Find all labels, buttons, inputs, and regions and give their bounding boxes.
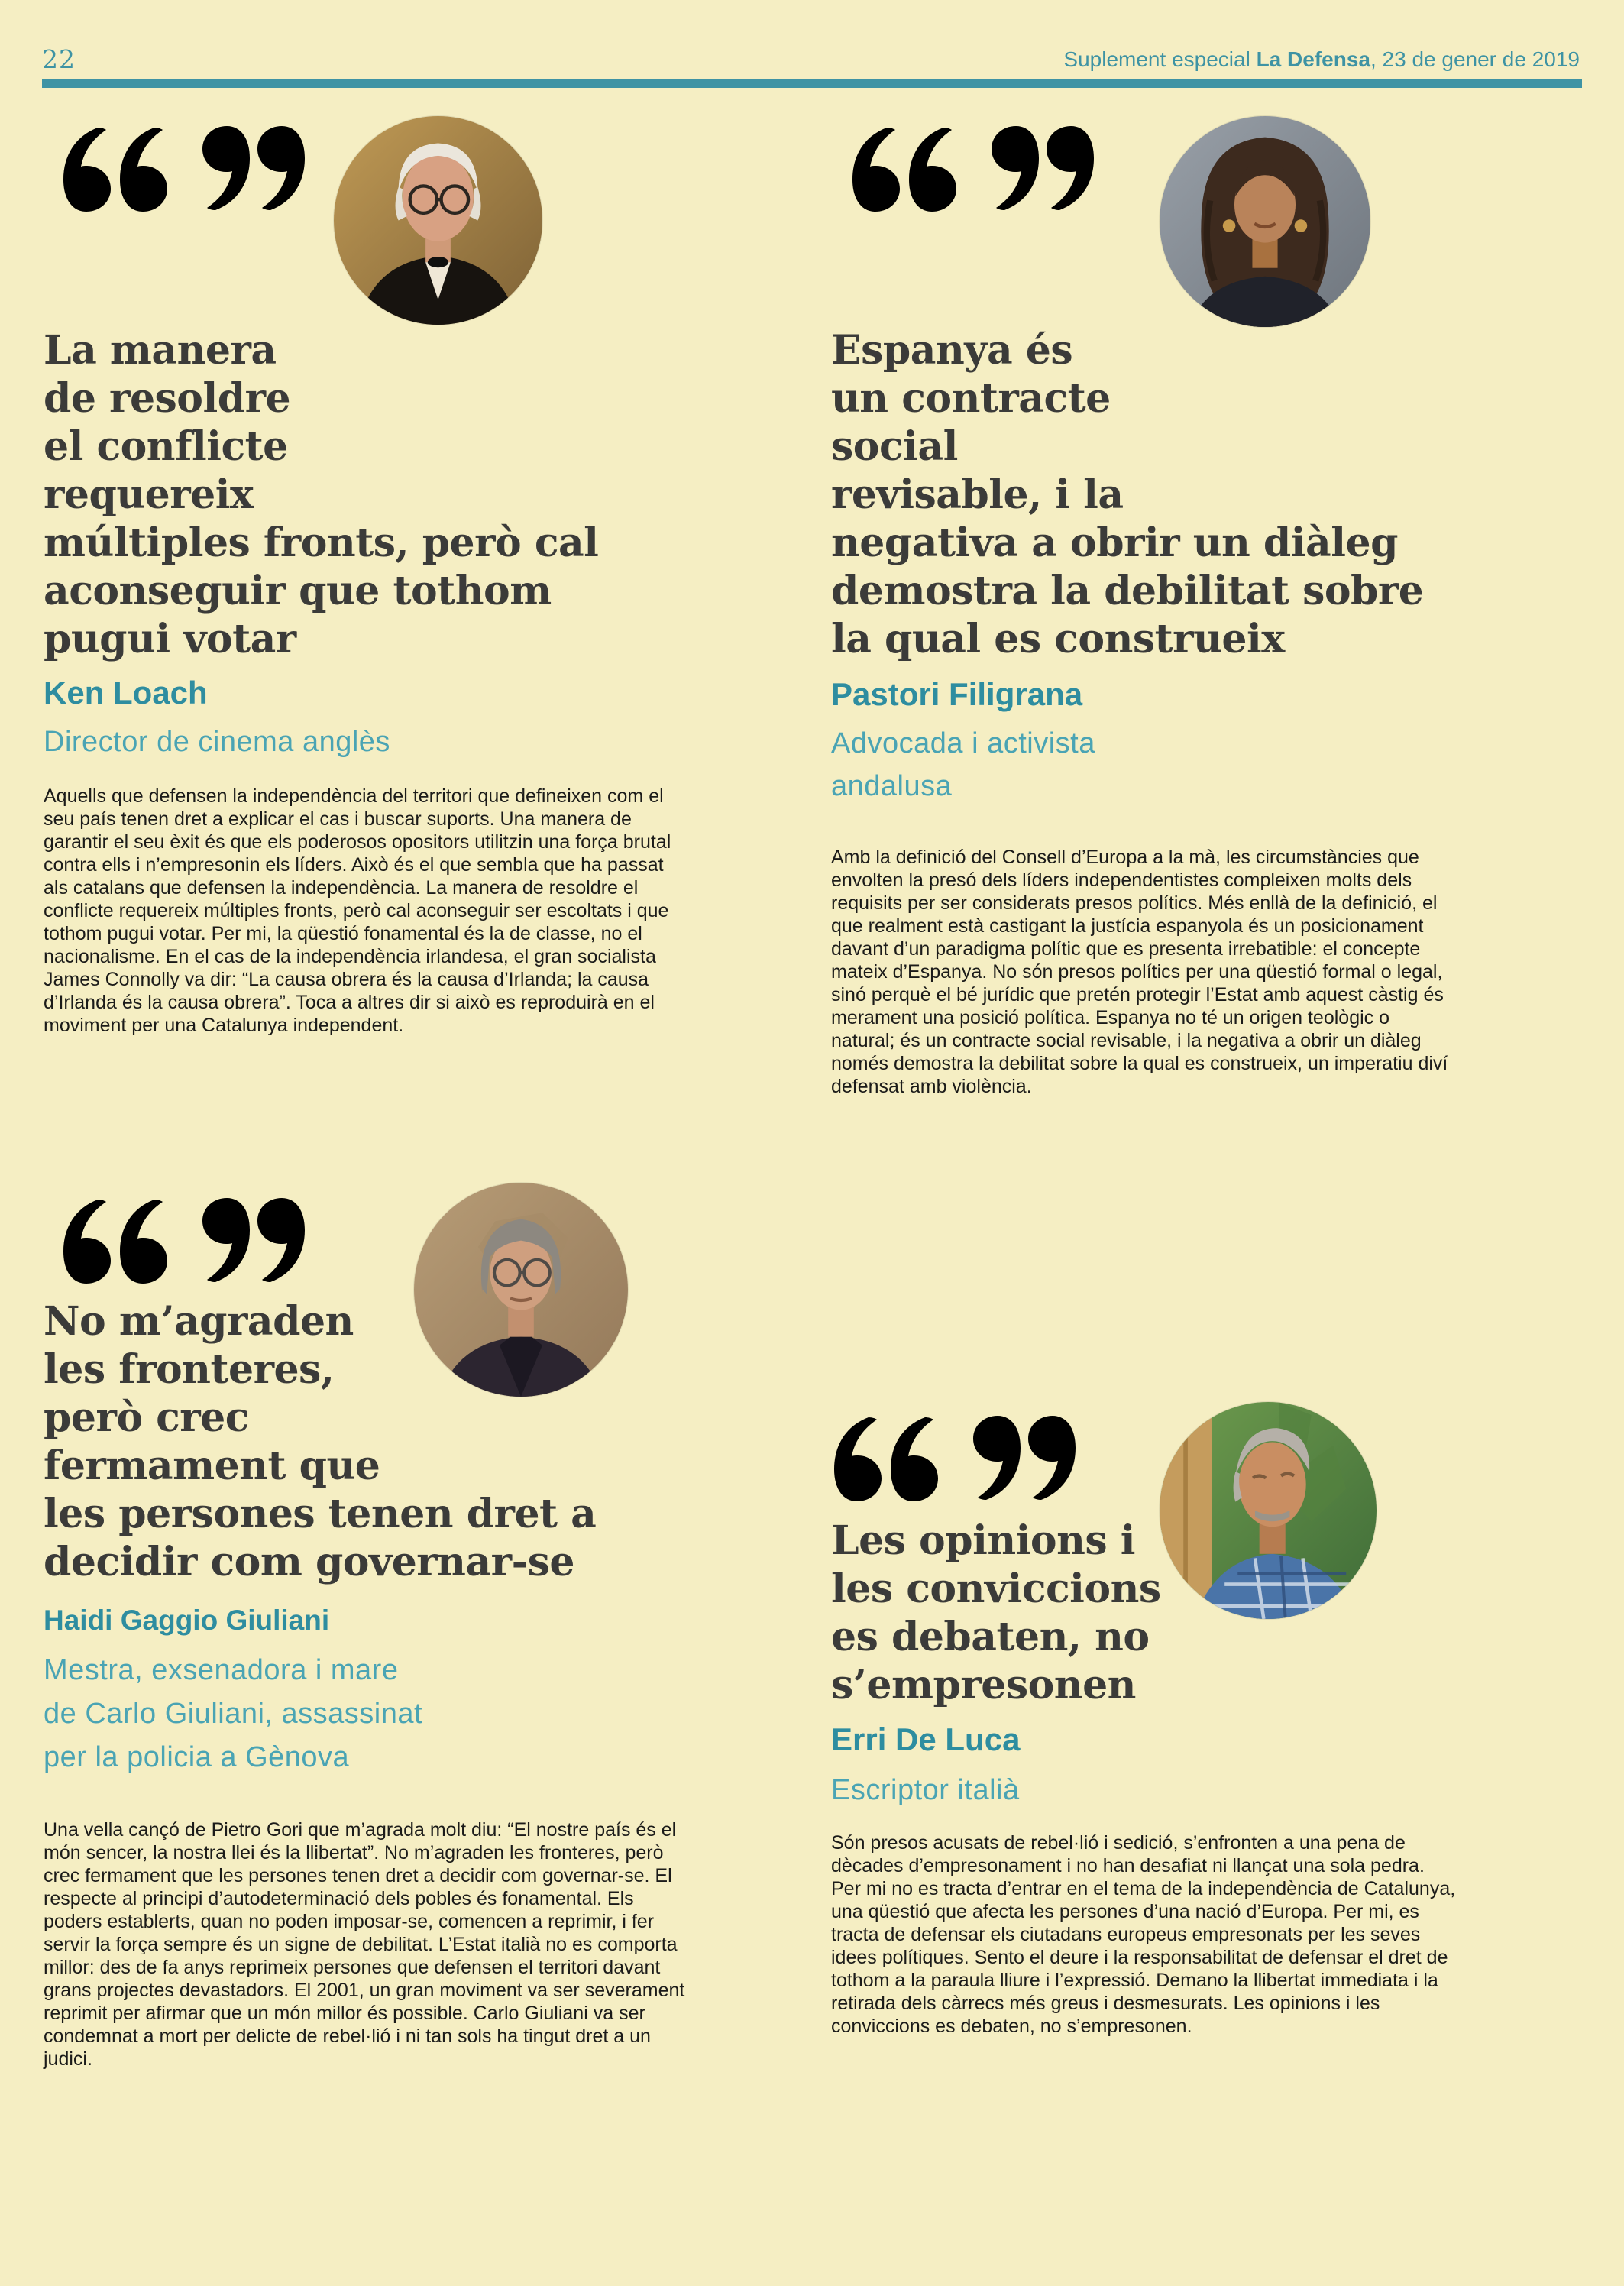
quote-line: revisable, i la [831, 471, 1124, 518]
role-line: andalusa [831, 770, 953, 802]
quote-marks-icon [833, 1416, 1076, 1506]
role-line: per la policia a Gènova [44, 1741, 350, 1773]
quote-line: demostra la debilitat sobre [831, 568, 1424, 614]
quote-line: La manera [44, 327, 277, 374]
person-role [831, 1769, 1020, 1812]
quote-line: pugui votar [44, 616, 296, 662]
quote-line: però crec [44, 1394, 249, 1441]
quote-line: les conviccions [831, 1566, 1161, 1612]
pull-quote [44, 1297, 596, 1586]
profile-card-erri-de-luca [831, 1410, 1477, 2250]
person-name: Haidi Gaggio Giuliani [44, 1604, 330, 1636]
masthead-brand: La Defensa [1256, 47, 1370, 71]
person-name: Pastori Filigrana [831, 676, 1083, 712]
quote-marks-icon [63, 1198, 306, 1288]
person-name: Ken Loach [44, 675, 208, 711]
quote-line: No m’agraden [44, 1298, 354, 1345]
quote-line: s’empresonen [831, 1662, 1136, 1708]
quote-line: negativa a obrir un diàleg [831, 520, 1398, 566]
profile-card-pastori-filigrana [831, 118, 1477, 1379]
quote-line: un contracte [831, 375, 1111, 422]
masthead-suffix: , 23 de gener de 2019 [1370, 47, 1580, 71]
portrait-erri-de-luca [1160, 1402, 1377, 1619]
article-body: Amb la definició del Consell d’Europa a la mà, les circumstàncies que envolten la presó dels líders independentistes compleixen molts dels requisits per ser considerats presos polítics. Més enllà de la definició, el que realment està castigant la justícia espanyola és un posicionament davant d’un paradigma polític que es presenta irrebatible: el concepte mateix d’Espanya. No són presos polítics per una qüestió formal o legal, sinó perquè el bé jurídic que pretén protegir l’Estat amb aquest càstig és merament una posició política. Espanya no té un origen teològic o natural; és un contracte social revisable, i la negativa a obrir un diàleg només demostra la debilitat sobre la qual es construeix, un imperatiu diví defensat amb violència. [831, 847, 1448, 1097]
portrait-ken-loach [334, 116, 542, 325]
page-number: 22 [42, 44, 76, 74]
header-rule [42, 79, 1582, 88]
person-role [831, 722, 1095, 808]
role-line: Escriptor italià [831, 1774, 1020, 1806]
quote-line: aconseguir que tothom [44, 568, 552, 614]
article-body: Són presos acusats de rebel·lió i sedició, s’enfronten a una pena de dècades d’empresonament i no han desafiat ni llançat una sola pedra. Per mi no es tracta d’entrar en el tema de la independència de Catalunya, una qüestió que afecta les persones d’una nació d’Europa. Per mi, es tracta de defensar els ciutadans europeus empresonats per les seves idees polítiques. Sento el deure i la responsabilitat de defensar el dret de tothom a la paraula lliure i l’expressió. Demano la llibertat immediata i la retirada dels càrrecs més greus i desmesurats. Les opinions i les conviccions es debaten, no s’empresonen. [831, 1832, 1456, 2037]
quote-line: es debaten, no [831, 1614, 1150, 1660]
quote-line: les persones tenen dret a [44, 1491, 597, 1537]
quote-line: social [831, 423, 958, 470]
quote-line: Espanya és [831, 327, 1073, 374]
quote-line: el conflicte [44, 423, 288, 470]
quote-line: la qual es construeix [831, 616, 1285, 662]
pull-quote [831, 326, 1423, 663]
quote-line: múltiples fronts, però cal [44, 520, 599, 566]
role-line: de Carlo Giuliani, assassinat [44, 1698, 423, 1730]
article-body: Una vella cançó de Pietro Gori que m’agrada molt diu: “El nostre país és el món sencer, la nostra llei és la llibertat”. No m’agraden les fronteres, però crec fermament que les persones tenen dret a decidir com governar-se. El respecte al principi d’autodeterminació dels pobles és fonamental. Els poders establerts, quan no poden imposar-se, comencen a reprimir, i fer servir la força sempre és un signe de debilitat. L’Estat italià no es comporta millor: des de fa anys reprimeix persones que defensen el territori davant grans projectes devastadors. El 2001, un gran moviment va ser severament reprimit per afirmar que un món millor és possible. Carlo Giuliani va ser condemnat a mort per delicte de rebel·lió i ni tan sols ha tingut dret a un judici. [44, 1819, 685, 2070]
person-role [44, 720, 390, 763]
pull-quote [44, 326, 598, 663]
quote-line: Les opinions i [831, 1517, 1136, 1564]
quote-marks-icon [63, 126, 306, 216]
profile-card-ken-loach [44, 118, 691, 1188]
quote-line: les fronteres, [44, 1346, 335, 1393]
quote-line: decidir com governar-se [44, 1539, 575, 1585]
role-line: Mestra, exsenadora i mare [44, 1654, 399, 1686]
masthead-prefix: Suplement especial [1063, 47, 1257, 71]
role-line: Director de cinema anglès [44, 726, 390, 758]
quote-line: requereix [44, 471, 254, 518]
quote-marks-icon [852, 126, 1095, 216]
profile-card-haidi-gaggio-giuliani [44, 1192, 693, 2262]
portrait-pastori-filigrana [1160, 116, 1370, 327]
person-role [44, 1649, 422, 1779]
article-body: Aquells que defensen la independència del territori que defineixen com el seu país tenen dret a explicar el cas i buscar suports. Una manera de garantir el seu èxit és que els poderosos opositors utilitzin una força brutal contra ells i n’empresonin els líders. Això és el que sembla que ha passat als catalans que defensen la independència. La manera de resoldre el conflicte requereix múltiples fronts, però cal aconseguir ser escoltats i que tothom pugui votar. Per mi, la qüestió fonamental és la de classe, no el nacionalisme. En el cas de la independència irlandesa, el gran socialista James Connolly va dir: “La causa obrera és la causa d’Irlanda; la causa d’Irlanda és la causa obrera”. Toca a altres dir si això es reproduirà en el moviment per una Catalunya independent. [44, 785, 671, 1036]
role-line: Advocada i activista [831, 727, 1095, 759]
quote-line: fermament que [44, 1443, 380, 1489]
masthead [1063, 47, 1580, 72]
pull-quote [831, 1517, 1161, 1709]
person-name: Erri De Luca [831, 1721, 1021, 1757]
quote-line: de resoldre [44, 375, 291, 422]
